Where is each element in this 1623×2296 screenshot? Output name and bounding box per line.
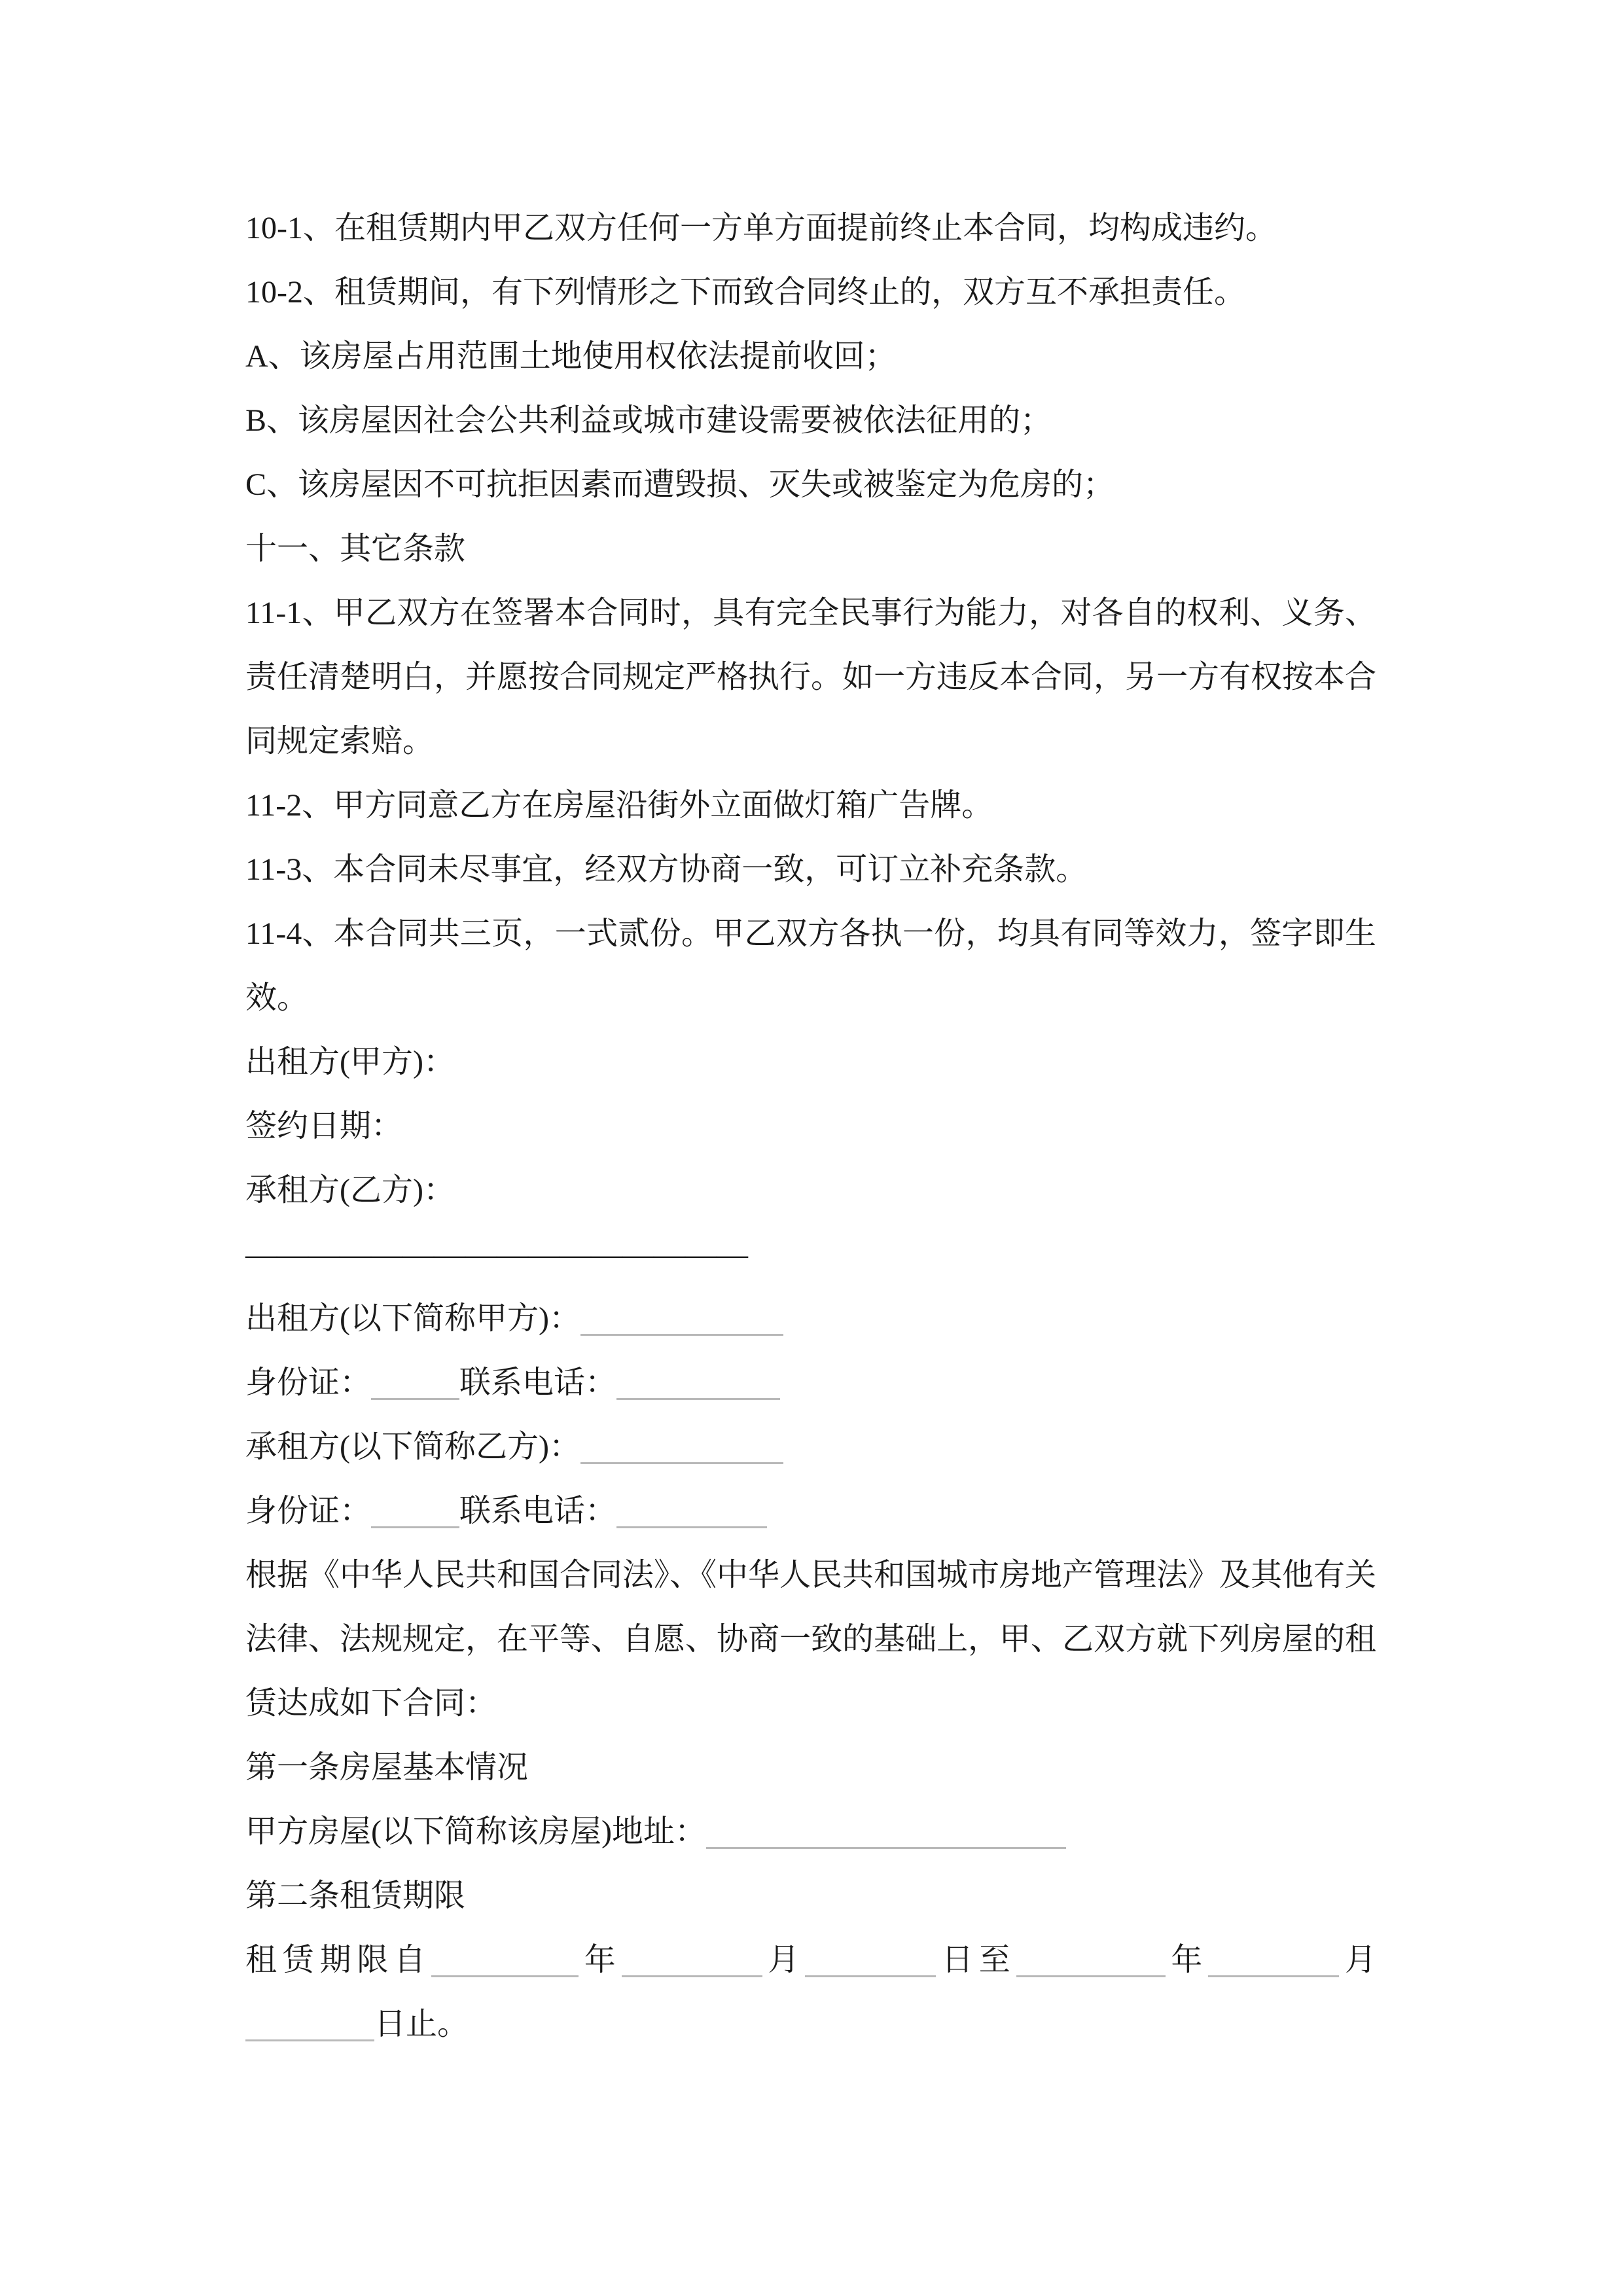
lessor-id-phone-line: [245, 1351, 1376, 1415]
preamble-paragraph: 根据《中华人民共和国合同法》、《中华人民共和国城市房地产管理法》及其他有关法律、法规规定，在平等、自愿、协商一致的基础上，甲、乙双方就下列房屋的租赁达成如下合同：: [245, 1558, 1377, 1721]
lease-term-line: [245, 1928, 1376, 2056]
section-heading-11: 十一、其它条款: [245, 531, 466, 566]
lessor-id-label: 身份证：: [245, 1365, 372, 1400]
lessee-name-blank: [580, 1432, 783, 1464]
lease-end-month-blank: [1208, 1945, 1339, 1977]
lease-start-year-label: 年: [578, 1943, 622, 1977]
clause-11-2: 11-2、甲方同意乙方在房屋沿街外立面做灯箱广告牌。: [245, 788, 993, 823]
house-address-line: [245, 1800, 1376, 1864]
lease-end-year-label: 年: [1165, 1943, 1209, 1977]
article-1-heading: 第一条房屋基本情况: [245, 1750, 529, 1785]
article-2-heading: 第二条租赁期限: [245, 1878, 466, 1913]
house-address-label: 甲方房屋(以下简称该房屋)地址：: [245, 1814, 706, 1849]
lessor-id-blank: [371, 1368, 459, 1400]
lessor-name-label: 出租方(以下简称甲方)：: [245, 1301, 580, 1336]
lessee-id-blank: [371, 1496, 459, 1528]
lease-end-year-blank: [1016, 1945, 1166, 1977]
lessor-name-blank: [580, 1304, 783, 1336]
lessee-id-phone-line: [245, 1479, 1376, 1543]
lessee-id-label: 身份证：: [245, 1494, 372, 1528]
document-content: [245, 196, 1376, 2056]
lessor-phone-label: 联系电话：: [459, 1365, 617, 1400]
lease-start-day-blank: [805, 1945, 936, 1977]
lease-term-prefix: 租赁期限自: [245, 1943, 431, 1977]
clause-11-3: 11-3、本合同未尽事宜，经双方协商一致，可订立补充条款。: [245, 852, 1088, 887]
clause-item-c: C、该房屋因不可抗拒因素而遭毁损、灭失或被鉴定为危房的；: [245, 467, 1115, 502]
lease-day-to-label: 日至: [936, 1943, 1016, 1977]
lessor-name-line: [245, 1287, 1376, 1351]
clause-10-1: 10-1、在租赁期内甲乙双方任何一方单方面提前终止本合同，均构成违约。: [245, 211, 1277, 245]
lessee-phone-blank: [616, 1496, 767, 1528]
lease-start-month-blank: [622, 1945, 762, 1977]
clause-11-4: 11-4、本合同共三页，一式贰份。甲乙双方各执一份，均具有同等效力，签字即生效。: [245, 916, 1376, 1015]
lessee-signature-label: 承租方(乙方)：: [245, 1173, 455, 1208]
lessee-name-line: [245, 1415, 1376, 1479]
sign-date-label: 签约日期：: [245, 1109, 403, 1143]
section-divider: ————————————————: [245, 1237, 748, 1272]
lessor-phone-blank: [616, 1368, 780, 1400]
lease-day-end-label: 日止。: [374, 2007, 469, 2041]
lessee-name-label: 承租方(以下简称乙方)：: [245, 1429, 580, 1464]
clause-item-a: A、该房屋占用范围土地使用权依法提前收回；: [245, 339, 897, 374]
lease-start-year-blank: [431, 1945, 579, 1977]
house-address-blank: [706, 1817, 1066, 1849]
lessor-signature-label: 出租方(甲方)：: [245, 1045, 455, 1079]
lease-start-month-label: 月: [762, 1943, 806, 1977]
lease-end-month-label: 月: [1339, 1943, 1376, 1977]
clause-item-b: B、该房屋因社会公共利益或城市建设需要被依法征用的；: [245, 403, 1052, 438]
lease-end-day-blank: [245, 2009, 374, 2041]
clause-11-1: 11-1、甲乙双方在签署本合同时，具有完全民事行为能力，对各自的权利、义务、责任清楚明白，并愿按合同规定严格执行。如一方违反本合同，另一方有权按本合同规定索赔。: [245, 596, 1377, 759]
clause-10-2: 10-2、租赁期间，有下列情形之下而致合同终止的，双方互不承担责任。: [245, 275, 1245, 310]
lessee-phone-label: 联系电话：: [459, 1494, 617, 1528]
